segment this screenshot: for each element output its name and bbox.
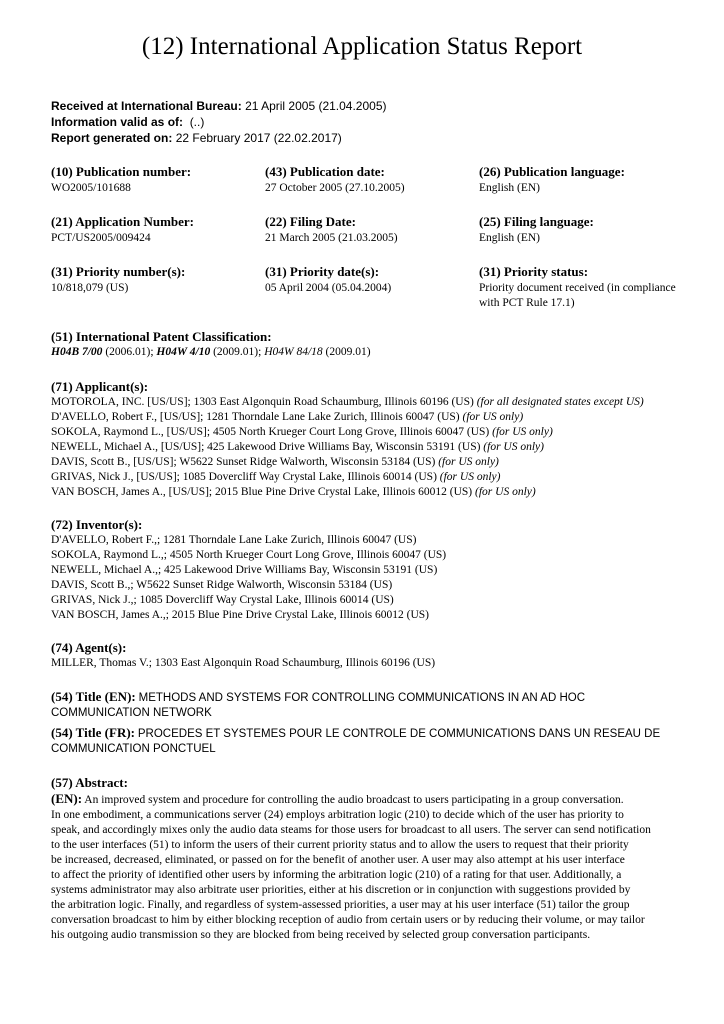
applicant-item <box>51 425 691 440</box>
ipc-code: H04W 4/10 <box>156 346 211 358</box>
inventor-item: VAN BOSCH, James A.,; 2015 Blue Pine Drive Crystal Lake, Illinois 60012 (US) <box>51 609 429 621</box>
abstract-line: In one embodiment, a communications server (24) employs arbitration logic (210) to decide which of the user has priority to <box>51 809 624 821</box>
priority-status <box>479 263 701 311</box>
filing-date-label: (22) Filing Date: <box>265 214 356 229</box>
publication-number-value: WO2005/101688 <box>51 182 131 194</box>
inventors-section <box>51 516 691 623</box>
valid-label: Information valid as of: <box>51 115 184 129</box>
agents-label: (74) Agent(s): <box>51 640 127 655</box>
applicant-text: GRIVAS, Nick J., [US/US]; 1085 Dovercliff Way Crystal Lake, Illinois 60014 (US) <box>51 471 440 483</box>
applicant-text: DAVIS, Scott B., [US/US]; W5622 Sunset Ridge Walworth, Wisconsin 53184 (US) <box>51 456 439 468</box>
applicant-item <box>51 410 691 425</box>
publication-language <box>479 163 701 196</box>
ipc-section <box>51 328 691 360</box>
filing-language <box>479 213 701 246</box>
applicant-text: NEWELL, Michael A., [US/US]; 425 Lakewood Drive Williams Bay, Wisconsin 53191 (US) <box>51 441 484 453</box>
ipc-codes <box>51 345 691 360</box>
inventor-item: NEWELL, Michael A.,; 425 Lakewood Drive Williams Bay, Wisconsin 53191 (US) <box>51 564 438 576</box>
applicant-note: (for US only) <box>475 486 536 498</box>
priority-date-label: (31) Priority date(s): <box>265 264 380 279</box>
generated-label: Report generated on: <box>51 131 173 145</box>
applicant-text: SOKOLA, Raymond L., [US/US]; 4505 North Krueger Court Long Grove, Illinois 60047 (US) <box>51 426 493 438</box>
priority-status-line: Priority document received (in compliance <box>479 282 676 294</box>
inventor-item: D'AVELLO, Robert F.,; 1281 Thorndale Lane Lake Zurich, Illinois 60047 (US) <box>51 534 417 546</box>
valid-row <box>51 114 387 130</box>
filing-language-label: (25) Filing language: <box>479 214 594 229</box>
abstract-section <box>51 774 701 943</box>
page-title: (12) International Application Status Report <box>141 33 583 60</box>
received-value: 21 April 2005 (21.04.2005) <box>245 99 387 113</box>
application-number-label: (21) Application Number: <box>51 214 194 229</box>
abstract-language: (EN): <box>51 791 83 806</box>
ipc-label: (51) International Patent Classification: <box>51 329 272 344</box>
abstract-line: to affect the priority of identified other users by informing the arbitration logic (210) of a rating for that user. Additionally, a <box>51 869 622 881</box>
applicant-note: (for US only) <box>439 471 501 483</box>
abstract-line: conversation broadcast to him by either blocking reception of audio from certain users or by reducing their volume, or may tailor <box>51 914 645 926</box>
agent-item: MILLER, Thomas V.; 1303 East Algonquin Road Schaumburg, Illinois 60196 (US) <box>51 657 436 669</box>
publication-date-label: (43) Publication date: <box>265 164 385 179</box>
inventors-label: (72) Inventor(s): <box>51 517 143 532</box>
received-label: Received at International Bureau: <box>51 99 242 113</box>
filing-date <box>265 213 475 246</box>
title-en-line: METHODS AND SYSTEMS FOR CONTROLLING COMMUNICATIONS IN AN AD HOC <box>138 692 586 704</box>
applicant-text: D'AVELLO, Robert F., [US/US]; 1281 Thorndale Lane Lake Zurich, Illinois 60047 (US) <box>51 411 463 423</box>
applicant-note: (for US only) <box>438 456 499 468</box>
applicant-text: MOTOROLA, INC. [US/US]; 1303 East Algonquin Road Schaumburg, Illinois 60196 (US) <box>51 396 477 408</box>
applicant-item <box>51 395 691 410</box>
abstract-line: systems administrator may also arbitrate user priorities, either at his discretion or in conjunction with suggestions provided by <box>51 884 631 896</box>
abstract-first-line <box>51 791 701 808</box>
abstract-line: to the user interfaces (51) to inform the users of their current priority status and to allow the users to request that their priority <box>51 839 629 851</box>
publication-date <box>265 163 475 196</box>
inventor-item: SOKOLA, Raymond L.,; 4505 North Krueger Court Long Grove, Illinois 60047 (US) <box>51 549 447 561</box>
title-en-line: COMMUNICATION NETWORK <box>51 707 212 719</box>
applicant-note: (for US only) <box>492 426 553 438</box>
filing-language-value: English (EN) <box>479 232 541 244</box>
priority-status-label: (31) Priority status: <box>479 264 589 279</box>
agents-section <box>51 639 691 671</box>
generated-row <box>51 130 387 146</box>
applicants-label: (71) Applicant(s): <box>51 379 149 394</box>
applicants-list <box>51 395 691 500</box>
generated-value: 22 February 2017 (22.02.2017) <box>175 131 342 145</box>
publication-date-value: 27 October 2005 (27.10.2005) <box>265 182 405 194</box>
applicants-section <box>51 378 691 500</box>
report-meta <box>51 98 387 146</box>
application-number <box>51 213 261 246</box>
publication-language-value: English (EN) <box>479 182 541 194</box>
priority-date-value: 05 April 2004 (05.04.2004) <box>265 282 392 294</box>
priority-number <box>51 263 261 296</box>
title-fr-line: COMMUNICATION PONCTUEL <box>51 743 216 755</box>
priority-date <box>265 263 475 296</box>
applicant-note: (for US only) <box>462 411 524 423</box>
priority-status-line: with PCT Rule 17.1) <box>479 297 575 309</box>
applicant-item <box>51 440 691 455</box>
priority-number-label: (31) Priority number(s): <box>51 264 186 279</box>
abstract-label: (57) Abstract: <box>51 775 128 790</box>
abstract-line: the arbitration logic. Finally, and regardless of system-assessed priorities, a user may at his user interface (51) tailor the group <box>51 899 630 911</box>
title-en-section <box>51 689 691 721</box>
ipc-version: (2009.01) <box>322 346 371 358</box>
publication-number-label: (10) Publication number: <box>51 164 192 179</box>
valid-value: (..) <box>189 115 205 129</box>
applicant-note: (for US only) <box>483 441 544 453</box>
title-en-label: (54) Title (EN): <box>51 689 136 704</box>
abstract-line: his outgoing audio transmission so they are blocked from being received by selected group conversation participants. <box>51 929 591 941</box>
application-number-value: PCT/US2005/009424 <box>51 232 151 244</box>
ipc-version: (2009.01); <box>210 346 265 358</box>
applicant-text: VAN BOSCH, James A., [US/US]; 2015 Blue Pine Drive Crystal Lake, Illinois 60012 (US) <box>51 486 476 498</box>
inventor-item: DAVIS, Scott B.,; W5622 Sunset Ridge Walworth, Wisconsin 53184 (US) <box>51 579 393 591</box>
title-fr-section <box>51 725 691 757</box>
filing-date-value: 21 March 2005 (21.03.2005) <box>265 232 398 244</box>
abstract-line: be increased, decreased, eliminated, or passed on for the benefit of another user. A user may also attempt at his user interface <box>51 854 625 866</box>
received-row <box>51 98 387 114</box>
abstract-line: speak, and accordingly mixes only the audio data steams for those users for broadcast to all users. The server can send notification <box>51 824 651 836</box>
abstract-text: An improved system and procedure for controlling the audio broadcast to users participating in a group conversation. <box>82 794 624 806</box>
publication-number <box>51 163 261 196</box>
ipc-code: H04B 7/00 <box>51 346 103 358</box>
title-fr-label: (54) Title (FR): <box>51 725 135 740</box>
title-fr-line: PROCEDES ET SYSTEMES POUR LE CONTROLE DE COMMUNICATIONS DANS UN RESEAU DE <box>137 728 661 740</box>
applicant-item <box>51 470 691 485</box>
applicant-item <box>51 485 691 500</box>
applicant-note: (for all designated states except US) <box>476 396 644 408</box>
ipc-version: (2006.01); <box>102 346 157 358</box>
ipc-code: H04W 84/18 <box>264 346 323 358</box>
applicant-item <box>51 455 691 470</box>
priority-status-value <box>479 281 701 311</box>
inventor-item: GRIVAS, Nick J.,; 1085 Dovercliff Way Crystal Lake, Illinois 60014 (US) <box>51 594 394 606</box>
priority-number-value: 10/818,079 (US) <box>51 282 129 294</box>
publication-language-label: (26) Publication language: <box>479 164 625 179</box>
